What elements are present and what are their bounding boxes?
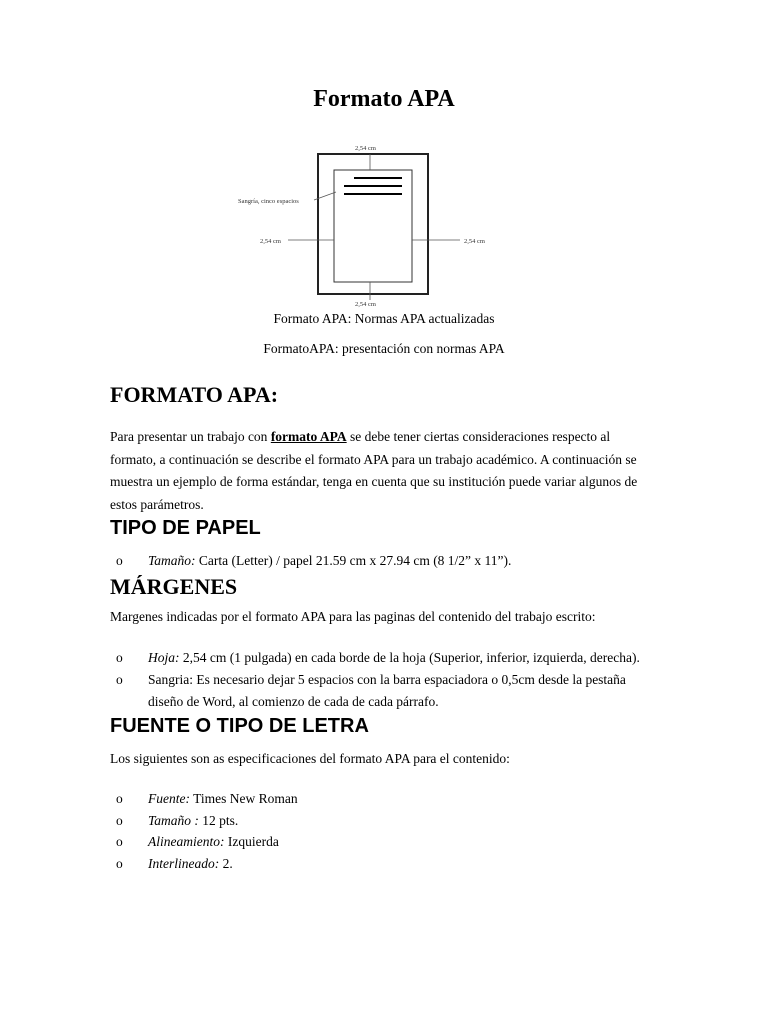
heading-margenes: MÁRGENES [110, 574, 238, 599]
bullet-marker: o [116, 812, 123, 828]
item-label: Interlineado: [148, 855, 220, 871]
list-item [110, 810, 670, 832]
list-item [110, 788, 670, 810]
figure-caption-1: Formato APA: Normas APA actualizadas [273, 311, 495, 326]
margins-description: Margenes indicadas por el formato APA para las paginas del contenido del trabajo escrito: [110, 609, 596, 624]
bullet-marker: o [116, 650, 123, 665]
item-label: Hoja: [148, 650, 180, 665]
list-item [110, 550, 670, 572]
bullet-marker: o [116, 672, 123, 687]
item-label: Fuente: [148, 791, 190, 806]
item-label: Tamaño: [148, 553, 196, 568]
formato-apa-keyword: formato APA [270, 429, 347, 444]
list-item [110, 669, 650, 713]
heading-tipo-de-papel: TIPO DE PAPEL [110, 517, 261, 539]
font-description: Los siguientes son as especificaciones del formato APA para el contenido: [110, 751, 510, 766]
item-text: Izquierda [224, 834, 279, 849]
heading-fuente-letra: FUENTE O TIPO DE LETRA [110, 715, 369, 737]
intro-paragraph: Para presentar un trabajo con formato APA se debe tener ciertas consideraciones respecto al formato, a continuación se describe el formato APA para un trabajo académico. A continuación se muestra un ejemplo de forma estándar, tenga en cuenta que su institución puede variar algunos de estos parámetros. [110, 429, 638, 512]
bullet-marker: o [116, 834, 123, 849]
item-text: Carta (Letter) / papel 21.59 cm x 27.94 cm (8 1/2” x 11”). [195, 553, 512, 568]
item-text: Times New Roman [189, 791, 298, 806]
item-text: Sangria: Es necesario dejar 5 espacios con la barra espaciadora o 0,5cm desde la pestaña diseño de Word, al comienzo de cada de cada párrafo. [148, 672, 626, 709]
bullet-marker: o [116, 855, 123, 871]
item-label: Tamaño : [148, 812, 199, 828]
margins-list [110, 647, 650, 713]
diagram-indent-label: Sangría, cinco espacios [238, 198, 299, 205]
page-title: Formato APA [313, 86, 455, 112]
paper-list [110, 550, 670, 572]
apa-margins-diagram [228, 140, 540, 310]
diagram-right-label: 2,54 cm [464, 238, 485, 245]
diagram-top-label: 2,54 cm [355, 145, 376, 152]
font-list [110, 788, 670, 874]
list-item [110, 831, 670, 853]
item-text: 2. [219, 855, 233, 871]
list-item [110, 647, 650, 669]
bullet-marker: o [116, 791, 123, 806]
bullet-marker: o [116, 553, 123, 568]
heading-formato-apa: FORMATO APA: [110, 382, 279, 407]
diagram-left-label: 2,54 cm [260, 238, 281, 245]
diagram-bottom-label: 2,54 cm [355, 301, 376, 308]
list-item [110, 853, 670, 875]
item-text: 2,54 cm (1 pulgada) en cada borde de la hoja (Superior, inferior, izquierda, derecha). [179, 650, 640, 665]
item-text: 12 pts. [198, 812, 239, 828]
figure-caption-2: FormatoAPA: presentación con normas APA [263, 341, 505, 356]
item-label: Alineamiento: [148, 834, 225, 849]
